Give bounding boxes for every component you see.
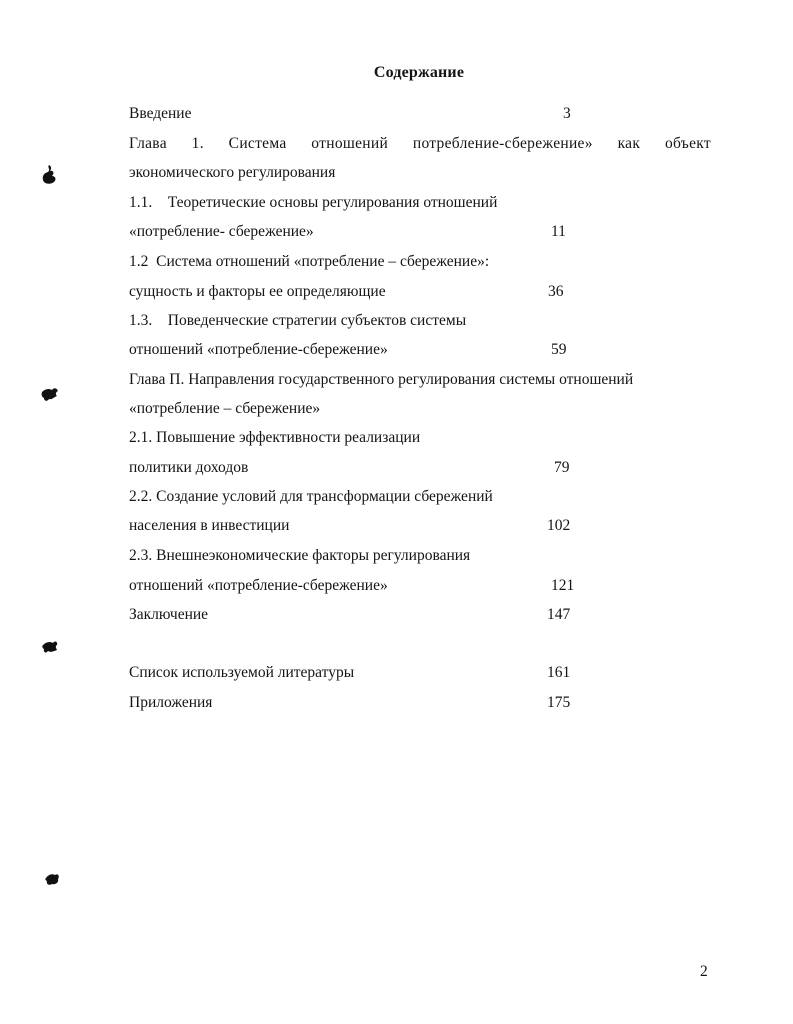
- page-number: 2: [700, 963, 708, 980]
- toc-entry-1-2-line-1: 1.2 Система отношений «потребление – сбережение»:: [129, 253, 490, 270]
- toc-entry-appendices: Приложения: [129, 694, 213, 711]
- binding-mark-icon: [42, 868, 62, 890]
- toc-page-conclusion: 147: [547, 606, 571, 623]
- toc-page-appendices: 175: [547, 694, 571, 711]
- toc-entry-1-3-line-1: 1.3. Поведенческие стратегии субъектов системы: [129, 312, 467, 329]
- toc-entry-1-2-line-2: сущность и факторы ее определяющие: [129, 283, 386, 300]
- toc-entry-intro: Введение: [129, 105, 192, 122]
- toc-entry-2-2-line-1: 2.2. Создание условий для трансформации сбережений: [129, 488, 493, 505]
- binding-mark-icon: [40, 164, 60, 186]
- toc-entry-references: Список используемой литературы: [129, 664, 355, 681]
- toc-page-1-3: 59: [551, 341, 567, 358]
- toc-entry-chapter-2-line-2: «потребление – сбережение»: [129, 400, 321, 417]
- toc-entry-chapter-1-line-1: Глава 1. Система отношений потребление-сбережение» как объект: [129, 135, 711, 152]
- binding-mark-icon: [40, 636, 60, 658]
- toc-entry-2-3-line-1: 2.3. Внешнеэкономические факторы регулирования: [129, 547, 471, 564]
- toc-page-references: 161: [547, 664, 571, 681]
- toc-entry-1-1-line-2: «потребление- сбережение»: [129, 223, 314, 240]
- toc-entry-1-1-line-1: 1.1. Теоретические основы регулирования отношений: [129, 194, 498, 211]
- toc-entry-2-2-line-2: населения в инвестиции: [129, 517, 290, 534]
- toc-entry-chapter-1-line-2: экономического регулирования: [129, 164, 336, 181]
- toc-entry-2-1-line-1: 2.1. Повышение эффективности реализации: [129, 429, 421, 446]
- toc-page-intro: 3: [563, 105, 571, 122]
- toc-entry-2-1-line-2: политики доходов: [129, 459, 249, 476]
- toc-page-1-2: 36: [548, 283, 564, 300]
- toc-page-2-3: 121: [551, 577, 575, 594]
- toc-page-1-1: 11: [551, 223, 566, 240]
- toc-entry-conclusion: Заключение: [129, 606, 209, 623]
- toc-entry-chapter-2-line-1: Глава П. Направления государственного регулирования системы отношений: [129, 371, 634, 388]
- page-title: Содержание: [373, 64, 465, 81]
- toc-entry-1-3-line-2: отношений «потребление-сбережение»: [129, 341, 388, 358]
- toc-page-2-1: 79: [554, 459, 570, 476]
- toc-entry-2-3-line-2: отношений «потребление-сбережение»: [129, 577, 388, 594]
- toc-page-2-2: 102: [547, 517, 571, 534]
- binding-mark-icon: [40, 384, 60, 406]
